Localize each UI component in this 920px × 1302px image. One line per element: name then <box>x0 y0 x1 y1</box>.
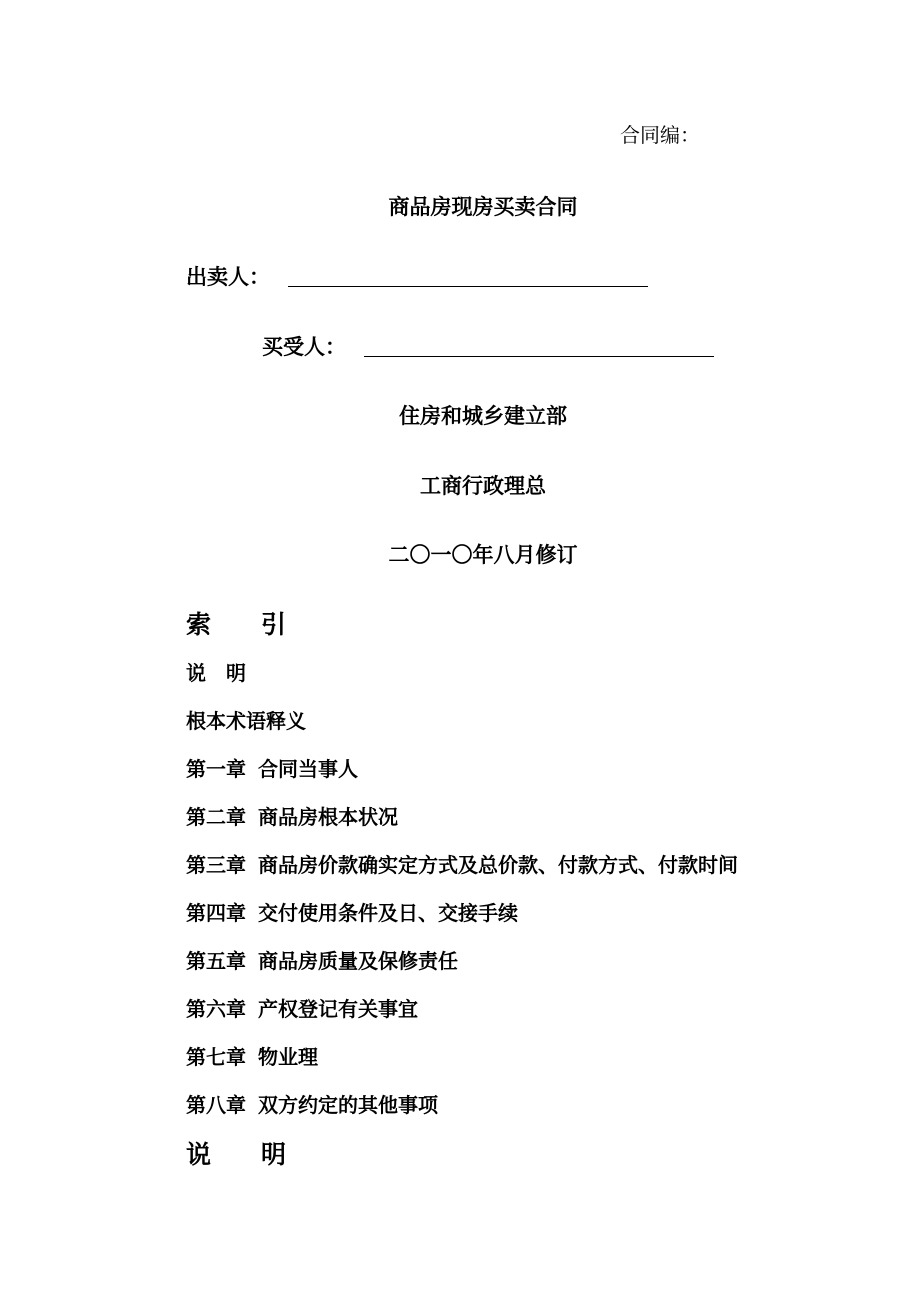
toc-item-text: 合同当事人 <box>258 757 358 781</box>
toc-item <box>186 903 518 923</box>
revision-date: 二〇一〇年八月修订 <box>388 542 578 567</box>
toc-item <box>186 663 246 683</box>
buyer-label: 买受人： <box>262 334 346 359</box>
toc-item <box>186 855 738 875</box>
toc-item <box>186 1095 438 1115</box>
toc-item-text: 物业理 <box>258 1045 318 1069</box>
toc-chapter-number: 第四章 <box>186 901 246 925</box>
buyer-signature-line <box>364 356 714 357</box>
intro-heading-char-2: 明 <box>261 1140 287 1169</box>
toc-chapter-number: 第二章 <box>186 805 246 829</box>
toc-chapter-number: 第八章 <box>186 1093 246 1117</box>
index-heading-char-1: 索 <box>186 610 212 639</box>
toc-item-text: 商品房价款确实定方式及总价款、付款方式、付款时间 <box>258 853 738 877</box>
toc-item <box>186 999 418 1019</box>
index-heading <box>186 612 286 637</box>
intro-heading <box>186 1142 286 1167</box>
toc-chapter-number: 第五章 <box>186 949 246 973</box>
contract-number-label: 合同编： <box>620 123 700 147</box>
issuer-ministry: 住房和城乡建立部 <box>399 403 567 428</box>
seller-signature-line <box>288 286 648 287</box>
toc-item <box>186 711 306 731</box>
seller-label: 出卖人： <box>186 264 270 289</box>
document-title: 商品房现房买卖合同 <box>388 194 578 219</box>
toc-item <box>186 759 358 779</box>
toc-item-text: 交付使用条件及日、交接手续 <box>258 901 518 925</box>
intro-heading-char-1: 说 <box>186 1140 212 1169</box>
toc-item <box>186 951 458 971</box>
seller-row <box>186 266 648 287</box>
index-heading-char-2: 引 <box>261 610 287 639</box>
toc-chapter-number: 第七章 <box>186 1045 246 1069</box>
toc-item-text: 说 明 <box>186 661 246 685</box>
toc-chapter-number: 第一章 <box>186 757 246 781</box>
toc-item <box>186 807 398 827</box>
buyer-row <box>262 336 714 357</box>
toc-item-text: 产权登记有关事宜 <box>258 997 418 1021</box>
toc-item <box>186 1047 318 1067</box>
toc-item-text: 商品房质量及保修责任 <box>258 949 458 973</box>
toc-item-text: 双方约定的其他事项 <box>258 1093 438 1117</box>
toc-item-text: 根本术语释义 <box>186 709 306 733</box>
toc-item-text: 商品房根本状况 <box>258 805 398 829</box>
toc-chapter-number: 第六章 <box>186 997 246 1021</box>
issuer-administration: 工商行政理总 <box>420 473 546 498</box>
toc-chapter-number: 第三章 <box>186 853 246 877</box>
